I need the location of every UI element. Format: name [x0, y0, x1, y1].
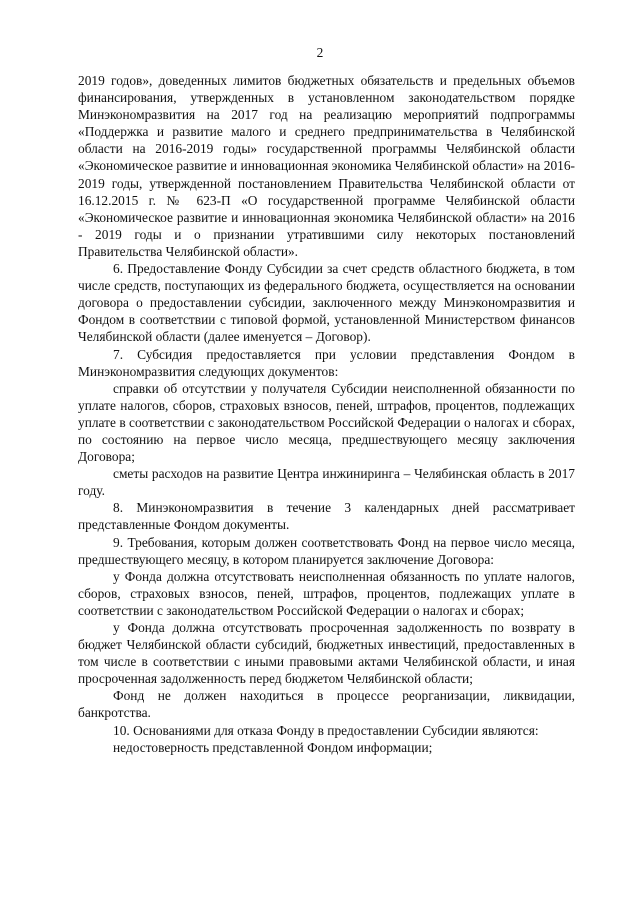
paragraph-no-reorganization: Фонд не должен находиться в процессе реорганизации, ликвидации, банкротства.: [78, 688, 575, 721]
paragraph-expense-estimate: сметы расходов на развитие Центра инжиниринга – Челябинская область в 2017 году.: [78, 466, 575, 499]
paragraph-no-overdue-debt: у Фонда должна отсутствовать просроченная задолженность по возврату в бюджет Челябинской области субсидий, бюджетных инвестиций, предоставленных в том числе в соответствии с иными правовыми актами Челябинской области, и иная просроченная задолженность перед бюджетом Челябинской области;: [78, 620, 575, 687]
page-number: 2: [316, 45, 324, 60]
paragraph-false-information: недостоверность представленной Фондом информации;: [113, 739, 433, 755]
paragraph-item-6: 6. Предоставление Фонду Субсидии за счет средств областного бюджета, в том числе средств, поступающих из федерального бюджета, осуществляется на основании договора о предоставлении субсидии, заключенного между Минэкономразвития и Фондом в соответствии с типовой формой, установленной Министерством финансов Челябинской области (далее именуется – Договор).: [78, 261, 575, 345]
paragraph-tax-certificate: справки об отсутствии у получателя Субсидии неисполненной обязанности по уплате налогов, сборов, страховых взносов, пеней, штрафов, процентов, подлежащих уплате в соответствии с законодательством Российской Федерации о налогах и сборах, по состоянию на первое число месяца, предшествующего месяцу заключения Договора;: [78, 380, 575, 465]
paragraph-no-tax-debt: у Фонда должна отсутствовать неисполненная обязанность по уплате налогов, сборов, страховых взносов, пеней, штрафов, процентов, подлежащих уплате в соответствии с законодательством Российской Федерации о налогах и сборах;: [78, 568, 575, 618]
document-body: [78, 72, 575, 756]
paragraph-item-8: 8. Минэкономразвития в течение 3 календарных дней рассматривает представленные Фондом документы.: [78, 500, 575, 533]
paragraph-program-reference: 2019 годов», доведенных лимитов бюджетных обязательств и предельных объемов финансирования, утвержденных в установленном законодательством порядке Минэкономразвития на 2017 год на реализацию мероприятий подпрограммы «Поддержка и развитие малого и среднего предпринимательства в Челябинской области на 2016-2019 годы» государственной программы Челябинской области «Экономическое развитие и инновационная экономика Челябинской области» на 2016-2019 годы, утвержденной постановлением Правительства Челябинской области от 16.12.2015 г. № 623-П «О государственной программе Челябинской области «Экономическое развитие и инновационная экономика Челябинской области» на 2016 - 2019 годы и о признании утратившими силу некоторых постановлений Правительства Челябинской области».: [78, 73, 575, 259]
paragraph-item-10: 10. Основаниями для отказа Фонду в предоставлении Субсидии являются:: [113, 722, 539, 738]
paragraph-item-7: 7. Субсидия предоставляется при условии представления Фондом в Минэкономразвития следующих документов:: [78, 346, 575, 379]
paragraph-item-9: 9. Требования, которым должен соответствовать Фонд на первое число месяца, предшествующего месяцу, в котором планируется заключение Договора:: [78, 534, 575, 567]
